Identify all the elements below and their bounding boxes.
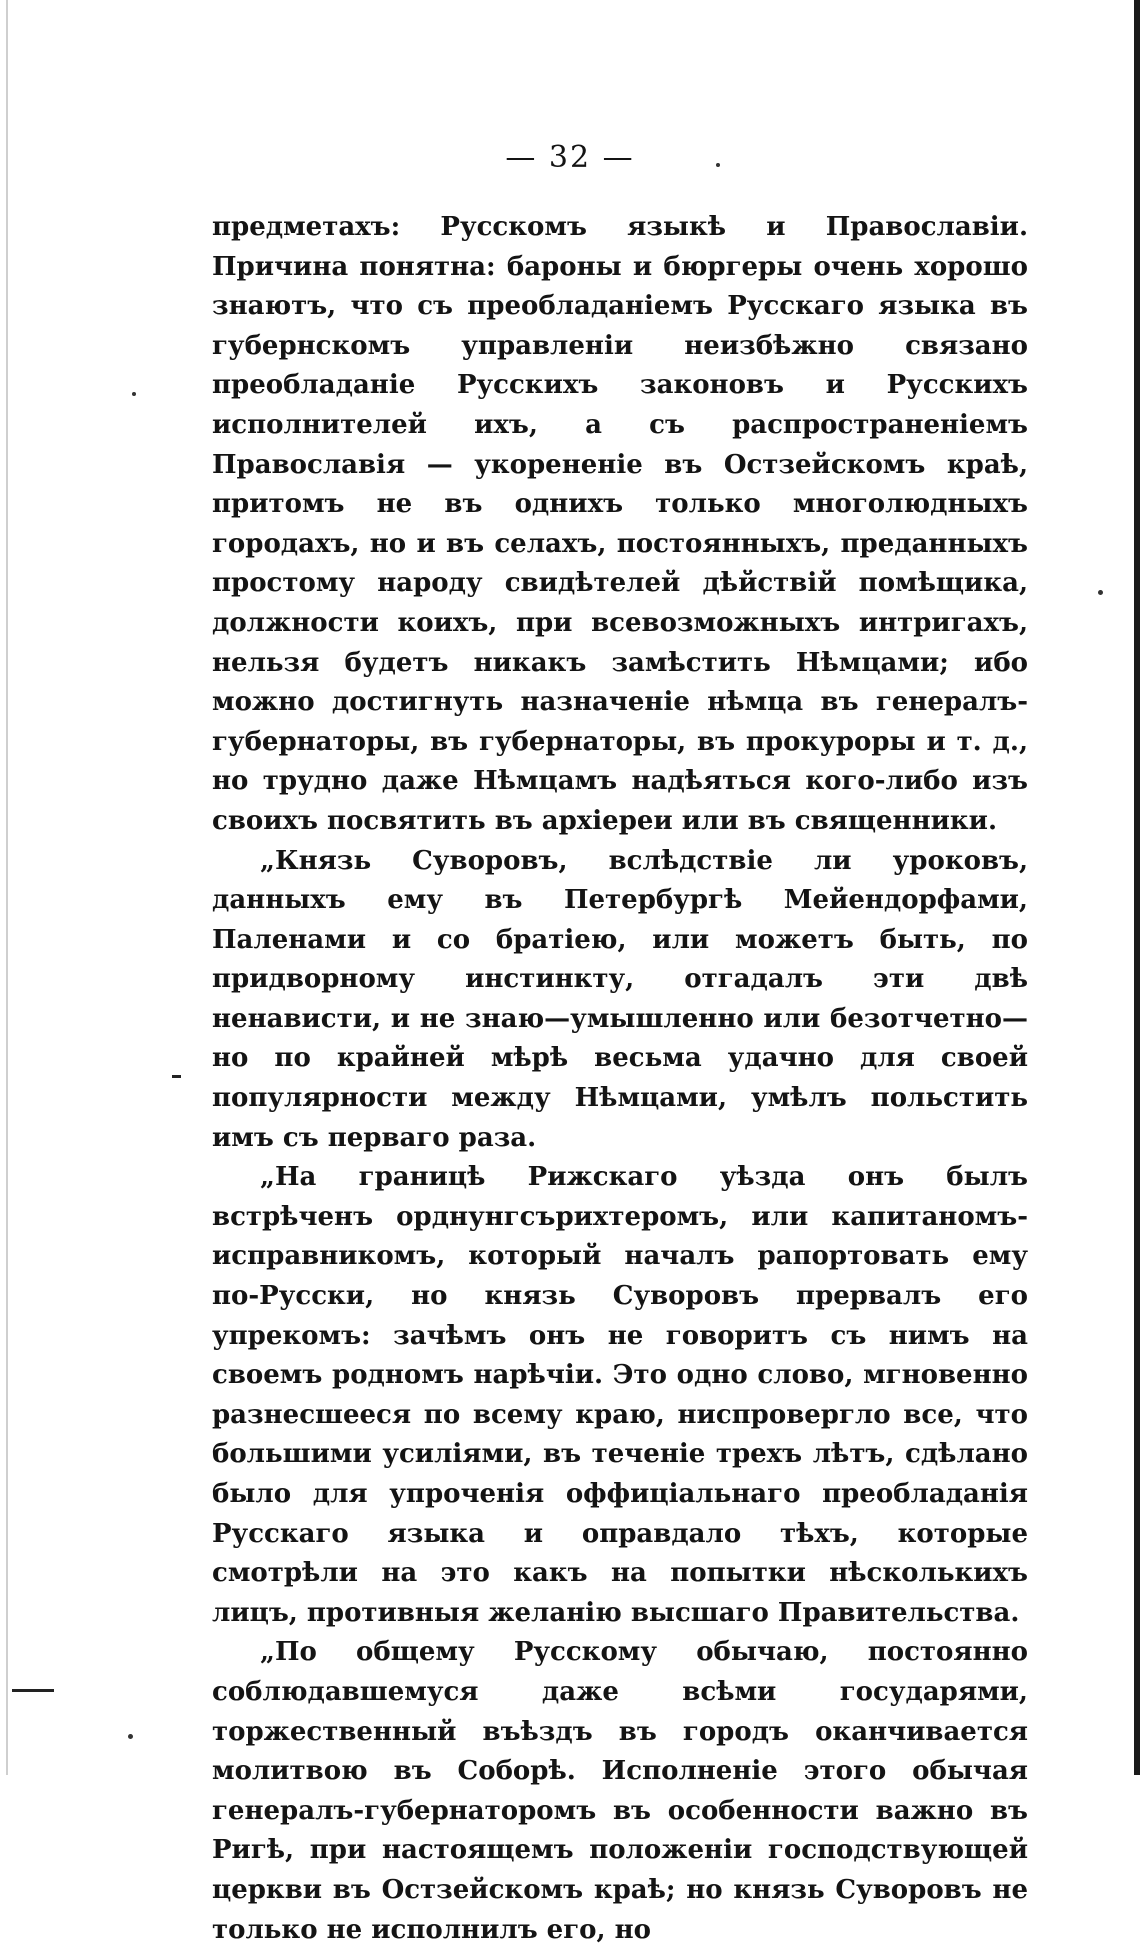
page-left-edge [6,0,8,1775]
paragraph-2: „Князь Суворовъ, вслѣдствіе ли уроковъ, данныхъ ему въ Петербургѣ Мейендорфами, Паленами и со братіею, или можетъ быть, по придворному инстинкту, отгадалъ эти двѣ ненависти, и не знаю—умышленно или безотчетно—но по крайней мѣрѣ весьма удачно для своей популярности между Нѣмцами, умѣлъ польстить имъ съ перваго раза. [212,845,1028,1153]
paragraph-3: „На границѣ Рижскаго уѣзда онъ былъ встрѣченъ орднунгсърихтеромъ, или капитаномъ-исправникомъ, который началъ рапортовать ему по-Русски, но князь Суворовъ прервалъ его упрекомъ: зачѣмъ онъ не говоритъ съ нимъ на своемъ родномъ нарѣчіи. Это одно слово, мгновенно разнесшееся по всему краю, ниспровергло все, что большими усиліями, въ теченіе трехъ лѣтъ, сдѣлано было для упроченія оффиціальнаго преобладанія Русскаго языка и оправдало тѣхъ, которые смотрѣли на это какъ на попытки нѣсколькихъ лицъ, противныя желанію высшаго Правительства. [212,1162,1028,1628]
paragraph-1: предметахъ: Русскомъ языкѣ и Православіи. Причина понятна: бароны и бюргеры очень хорошо знаютъ, что съ преобладаніемъ Русскаго языка въ губернскомъ управленіи неизбѣжно связано преобладаніе Русскихъ законовъ и Русскихъ исполнителей ихъ, а съ распространеніемъ Православія — укорененіе въ Остзейскомъ краѣ, притомъ не въ однихъ только многолюдныхъ городахъ, но и въ селахъ, постоянныхъ, преданныхъ простому народу свидѣтелей дѣйствій помѣщика, должности коихъ, при всевозможныхъ интригахъ, нельзя будетъ никакъ замѣстить Нѣмцами; ибо можно достигнуть назначеніе нѣмца въ генералъ-губернаторы, въ губернаторы, въ прокуроры и т. д., но трудно даже Нѣмцамъ надѣяться кого-либо изъ своихъ посвятить въ архіереи или въ священники. [212,212,1028,836]
page-text [212,208,1028,1950]
scan-speck [1098,590,1103,595]
scan-speck [128,1734,133,1739]
page-number: — 32 — [505,140,635,175]
scan-mark [172,1075,181,1078]
scan-speck [132,392,136,396]
paragraph-4: „По общему Русскому обычаю, постоянно соблюдавшемуся даже всѣми государями, торжественный въѣздъ въ городъ оканчивается молитвою въ Соборѣ. Исполненіе этого обычая генералъ-губернаторомъ въ особенности важно въ Ригѣ, при настоящемъ положеніи господствующей церкви въ Остзейскомъ краѣ; но князь Суворовъ не только не исполнилъ его, но [212,1637,1028,1945]
scan-mark [12,1689,54,1692]
page-right-edge [1134,0,1140,1775]
scan-speck [716,163,720,167]
